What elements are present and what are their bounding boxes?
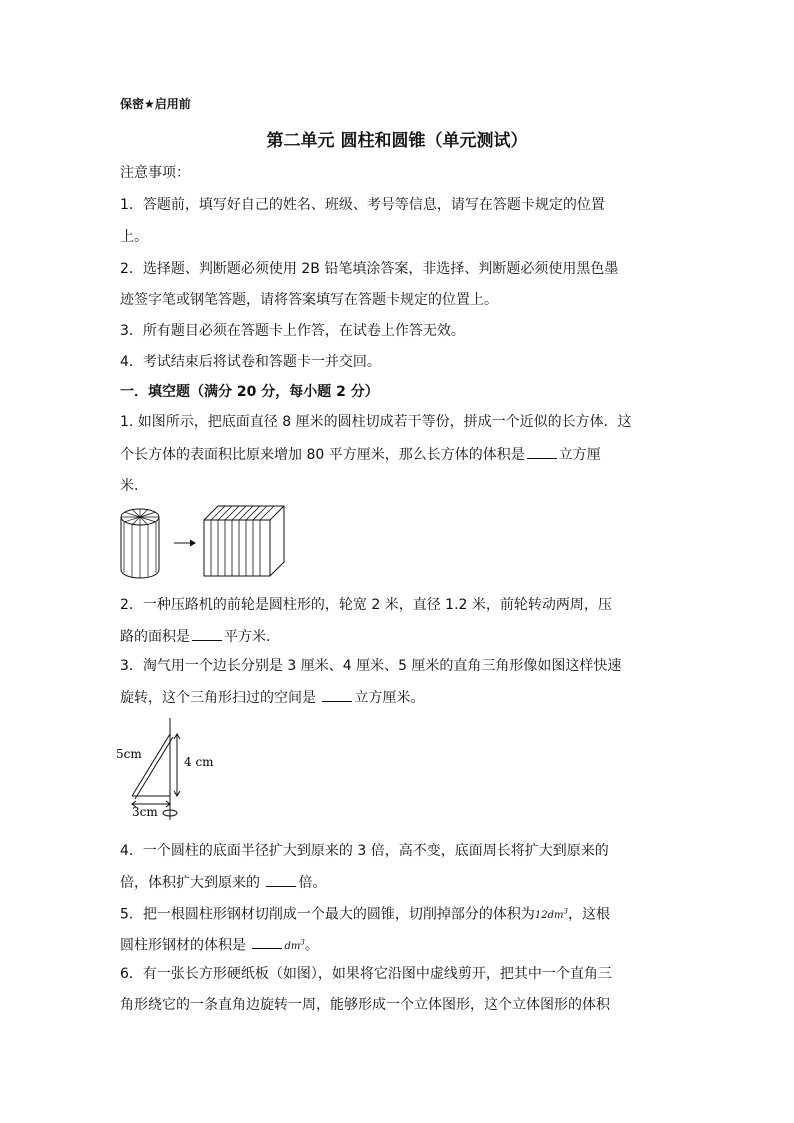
q4-line-1: 4．一个圆柱的底面半径扩大到原来的 3 倍，高不变，底面周长将扩大到原来的 [120, 843, 609, 859]
q3-text-b: 立方厘米。 [354, 690, 425, 706]
q5-cut-volume [535, 910, 568, 921]
section-1-heading: 一．填空题（满分 20 分，每小题 2 分） [120, 384, 379, 400]
q1-line-3: 米. [120, 478, 139, 494]
q5-unit-text: dm [284, 941, 301, 953]
q1-line-2 [120, 446, 601, 463]
q3-answer-blank [322, 689, 352, 702]
page-title: 第二单元 圆柱和圆锥（单元测试） [266, 131, 528, 151]
q2-line-1: 2．一种压路机的前轮是圆柱形的，轮宽 2 米，直径 1.2 米，前轮转动两周，压 [120, 597, 612, 613]
q5-line-1 [120, 904, 610, 924]
notes-heading: 注意事项： [120, 165, 190, 181]
secret-mark: 保密★启用前 [120, 97, 191, 111]
note-1-line-1: 1．答题前，填写好自己的姓名、班级、考号等信息，请写在答题卡规定的位置 [120, 197, 605, 213]
q5-answer-blank [252, 936, 282, 949]
q2-text-b: 平方米. [224, 629, 271, 645]
q2-line-2 [120, 628, 270, 645]
q5-text-b: ，这根 [567, 906, 610, 923]
note-4: 4．考试结束后将试卷和答题卡一并交回。 [120, 354, 381, 370]
q4-text-a: 倍，体积扩大到原来的 [120, 875, 265, 891]
q3-text-a: 旋转，这个三角形扫过的空间是 [120, 690, 321, 706]
q5-text-c: 圆柱形钢材的体积是 [120, 937, 251, 954]
q1-text-a: 个长方体的表面积比原来增加 80 平方厘米，那么长方体的体积是 [120, 447, 525, 463]
q3-line-2 [120, 689, 424, 706]
note-2-line-2: 迹签字笔或钢笔答题，请将答案填写在答题卡规定的位置上。 [120, 292, 498, 308]
q6-line-2: 角形绕它的一条直角边旋转一周，能够形成一个立体图形，这个立体图形的体积 [120, 997, 610, 1013]
q4-line-2 [120, 874, 326, 891]
q3-base-label: 3cm [132, 805, 158, 819]
q3-height-label: 4 cm [184, 755, 214, 769]
q5-line-2 [120, 935, 319, 955]
q2-answer-blank [192, 628, 222, 641]
q2-text-a: 路的面积是 [120, 629, 190, 645]
q6-line-1: 6．有一张长方形硬纸板（如图），如果将它沿图中虚线剪开，把其中一个直角三 [120, 966, 612, 982]
q5-cut-volume-exp: 3 [563, 908, 568, 916]
q1-text-b: 立方厘 [558, 447, 601, 463]
q5-unit-exp: 3 [300, 939, 305, 947]
note-2-line-1: 2．选择题、判断题必须使用 2B 铅笔填涂答案，非选择、判断题必须使用黑色墨 [120, 261, 619, 277]
q5-unit [284, 941, 304, 952]
q4-text-b: 倍。 [298, 875, 327, 891]
q5-text-d: 。 [304, 937, 319, 954]
q1-line-1: 1. 如图所示，把底面直径 8 厘米的圆柱切成若干等份，拼成一个近似的长方体．这 [120, 414, 632, 430]
q5-cut-volume-value: 12dm [534, 910, 564, 922]
q5-text-a: 5．把一根圆柱形钢材切削成一个最大的圆锥，切削掉部分的体积为 [120, 906, 535, 923]
q1-figure [118, 500, 298, 582]
note-3: 3．所有题目必须在答题卡上作答，在试卷上作答无效。 [120, 323, 465, 339]
q3-line-1: 3．淘气用一个边长分别是 3 厘米、4 厘米、5 厘米的直角三角形像如图这样快速 [120, 658, 622, 674]
q1-answer-blank [527, 446, 557, 459]
q4-answer-blank [266, 874, 296, 887]
note-1-line-2: 上。 [120, 229, 148, 245]
q3-figure [112, 716, 222, 822]
q3-hypotenuse-label: 5cm [116, 747, 142, 761]
